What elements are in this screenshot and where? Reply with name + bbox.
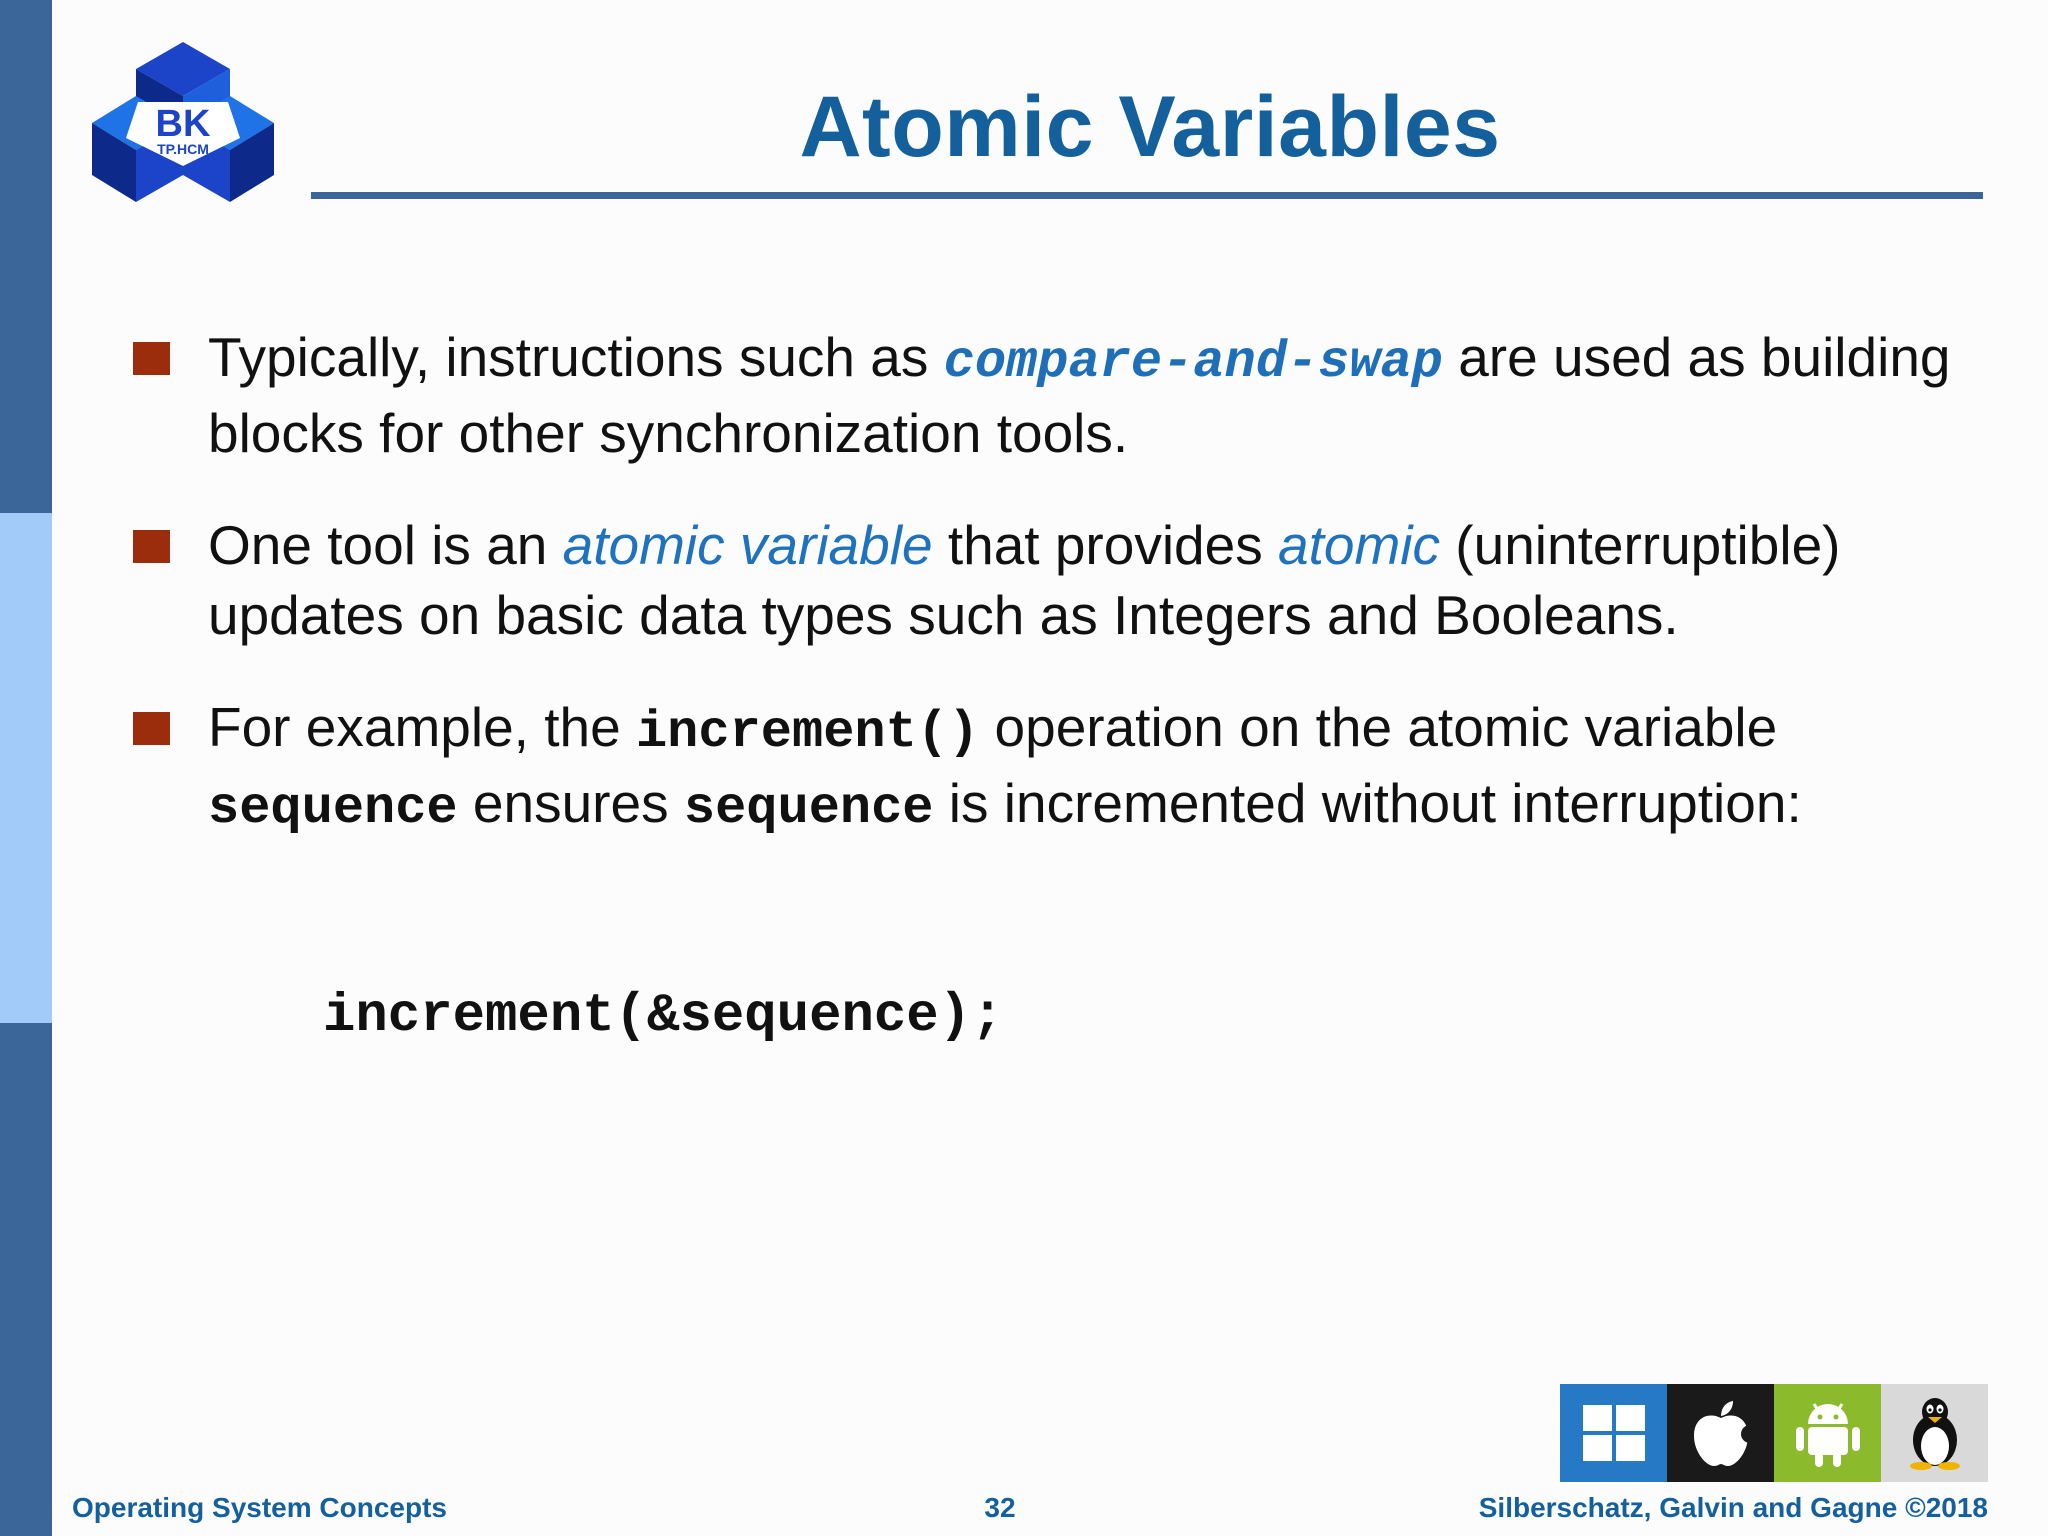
footer-authors: Silberschatz, Galvin and Gagne ©2018 bbox=[1478, 1492, 1988, 1523]
bullet-item-1 bbox=[130, 322, 1990, 468]
code-example: increment(&sequence); bbox=[323, 986, 1004, 1047]
title-underline bbox=[311, 192, 1983, 199]
logo-text-bk: BK bbox=[155, 103, 211, 145]
bullet-3-text-after: is incremented without interruption: bbox=[933, 772, 1802, 834]
bullet-marker bbox=[133, 712, 170, 745]
bullet-marker bbox=[133, 530, 170, 563]
bullet-2-text-middle: that provides bbox=[932, 514, 1279, 576]
logo-text-tphcm: TP.HCM bbox=[157, 141, 209, 157]
slide-title: Atomic Variables bbox=[799, 79, 1501, 175]
bullet-list bbox=[130, 322, 1990, 886]
bullet-3-text-middle-2: ensures bbox=[457, 772, 684, 834]
footer-book-title: Operating System Concepts bbox=[72, 1492, 447, 1523]
bullet-3-code-2: sequence bbox=[208, 779, 458, 838]
bullet-3-code-1: increment() bbox=[635, 703, 980, 762]
footer-page-number: 32 bbox=[984, 1492, 1016, 1523]
linux-icon bbox=[1881, 1384, 1988, 1482]
bullet-1-text-before: Typically, instructions such as bbox=[208, 326, 944, 388]
bk-logo-graphic bbox=[92, 38, 274, 206]
windows-icon bbox=[1560, 1384, 1667, 1482]
bullet-2-emphasis-1: atomic variable bbox=[562, 514, 933, 576]
bullet-item-3 bbox=[130, 692, 1990, 844]
side-bar bbox=[0, 0, 52, 1536]
bullet-2-text-before: One tool is an bbox=[208, 514, 563, 576]
side-bar-top bbox=[0, 0, 52, 513]
bullet-1-code: compare-and-swap bbox=[943, 333, 1443, 392]
apple-icon bbox=[1667, 1384, 1774, 1482]
bullet-1-text-after: are used as building blocks for other synchronization tools. bbox=[208, 326, 1951, 464]
bullet-2-emphasis-2: atomic bbox=[1278, 514, 1441, 576]
bullet-item-2 bbox=[130, 510, 1990, 650]
bullet-2-text-after: (uninterruptible) updates on basic data types such as Integers and Booleans. bbox=[208, 514, 1841, 646]
bk-logo bbox=[92, 38, 274, 206]
android-icon bbox=[1774, 1384, 1881, 1482]
bullet-3-code-3: sequence bbox=[683, 779, 934, 838]
os-icon-strip bbox=[1560, 1384, 1988, 1482]
side-bar-middle bbox=[0, 513, 52, 1023]
bullet-3-text-middle-1: operation on the atomic variable bbox=[979, 696, 1778, 758]
bullet-3-text-before: For example, the bbox=[208, 696, 636, 758]
bullet-marker bbox=[133, 342, 170, 375]
side-bar-bottom bbox=[0, 1023, 52, 1536]
